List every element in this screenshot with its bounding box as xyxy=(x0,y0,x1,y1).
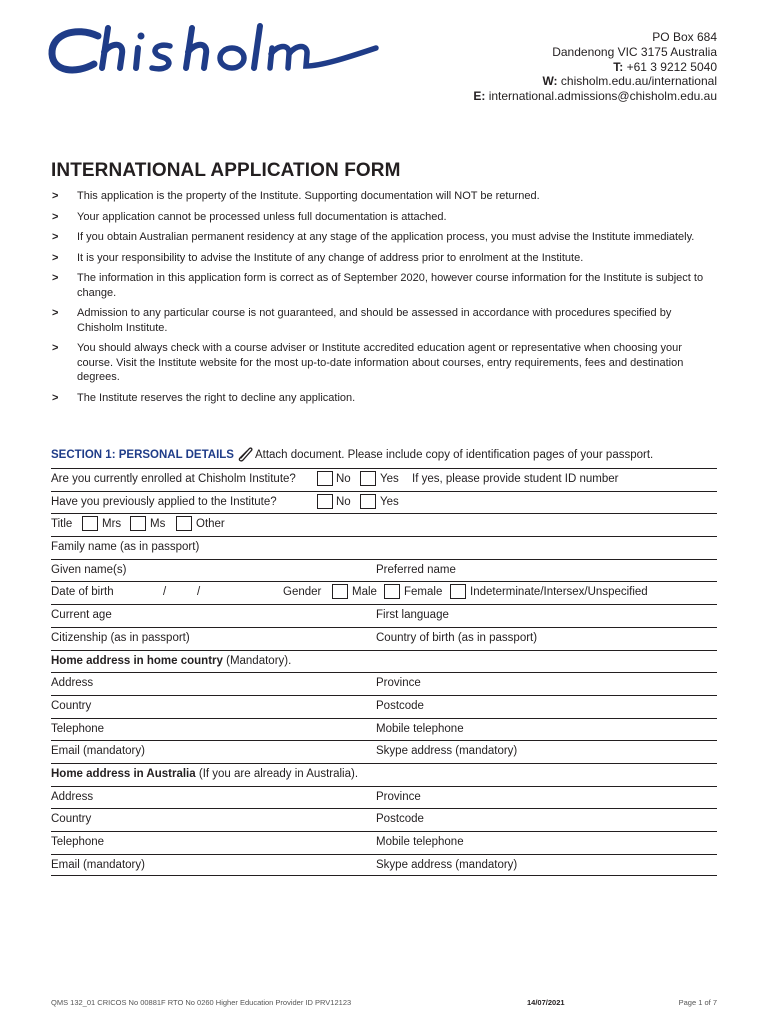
bullet-text: It is your responsibility to advise the Institute of any change of address prior to enrolment at the Institute. xyxy=(77,251,584,264)
bullet-marker: > xyxy=(52,231,59,243)
enrolled-yes-checkbox[interactable] xyxy=(360,471,376,486)
family-name-row[interactable] xyxy=(51,536,717,559)
aus-country-label: Country xyxy=(51,813,92,826)
ms-checkbox[interactable] xyxy=(130,516,146,531)
phone-number: +61 3 9212 5040 xyxy=(626,59,717,74)
list-item xyxy=(51,230,719,245)
home-address-label: Address xyxy=(51,677,94,690)
footer-date: 14/07/2021 xyxy=(527,998,565,1007)
form-title: INTERNATIONAL APPLICATION FORM xyxy=(51,160,401,181)
aus-telephone-label: Telephone xyxy=(51,836,105,848)
bullet-text: The information in this application form is correct as of September 2020, however course information for the Institute is subject to change. xyxy=(77,272,704,299)
list-item xyxy=(51,210,719,225)
bullet-marker: > xyxy=(52,342,59,354)
aus-province-label: Province xyxy=(376,790,421,803)
bullet-marker: > xyxy=(52,307,59,319)
applied-no-checkbox[interactable] xyxy=(317,494,333,509)
aus-country-row[interactable] xyxy=(51,808,717,831)
section-1-header xyxy=(51,446,717,463)
title-row xyxy=(51,513,717,536)
home-country-heading xyxy=(51,655,291,667)
aus-email-row[interactable] xyxy=(51,854,717,877)
list-item xyxy=(51,391,719,406)
aus-mobile-label: Mobile telephone xyxy=(376,836,464,848)
applied-yes-checkbox[interactable] xyxy=(360,494,376,509)
list-item xyxy=(51,271,719,300)
indeterminate-checkbox[interactable] xyxy=(450,584,466,599)
dob-slash-2: / xyxy=(197,586,201,599)
dob-label: Date of birth xyxy=(51,586,114,599)
bullet-marker: > xyxy=(52,190,59,202)
enrolled-row xyxy=(51,468,717,491)
home-country-row[interactable] xyxy=(51,695,717,718)
enrolled-no-checkbox[interactable] xyxy=(317,471,333,486)
bullet-marker: > xyxy=(52,251,59,264)
applied-yes-label: Yes xyxy=(380,495,399,508)
list-item xyxy=(51,251,719,266)
indeterminate-label: Indeterminate/Intersex/Unspecified xyxy=(470,586,648,599)
home-email-label: Email (mandatory) xyxy=(51,745,145,758)
home-email-row[interactable] xyxy=(51,740,717,763)
female-label: Female xyxy=(404,586,443,599)
web-line xyxy=(473,74,717,89)
ms-label: Ms xyxy=(150,518,166,531)
country-of-birth-label: Country of birth (as in passport) xyxy=(376,631,538,644)
footer-codes: QMS 132_01 CRICOS No 00881F RTO No 0260 Higher Education Provider ID PRV12123 xyxy=(51,998,352,1007)
address-line: Dandenong VIC 3175 Australia xyxy=(552,44,717,59)
bullet-text: If you obtain Australian permanent residency at any stage of the application process, you must advise the Institute immediately. xyxy=(77,231,695,243)
aus-email-label: Email (mandatory) xyxy=(51,858,145,871)
enrolled-question: Are you currently enrolled at Chisholm Institute? xyxy=(51,473,296,485)
home-country-heading-row xyxy=(51,650,717,673)
home-address-row[interactable] xyxy=(51,672,717,695)
po-box: PO Box 684 xyxy=(652,30,717,44)
home-telephone-row[interactable] xyxy=(51,718,717,741)
family-name-label: Family name (as in passport) xyxy=(51,541,200,554)
home-skype-label: Skype address (mandatory) xyxy=(376,745,518,758)
bullet-text: The Institute reserves the right to decline any application. xyxy=(77,391,356,404)
given-name-row[interactable] xyxy=(51,559,717,582)
mrs-checkbox[interactable] xyxy=(82,516,98,531)
aus-heading xyxy=(51,768,358,780)
email-line xyxy=(473,89,717,104)
given-names-label: Given name(s) xyxy=(51,563,127,576)
bullet-text: This application is the property of the Institute. Supporting documentation will NOT be returned. xyxy=(77,190,540,202)
aus-address-label: Address xyxy=(51,790,94,803)
bullet-marker: > xyxy=(52,391,59,404)
first-language-label: First language xyxy=(376,609,449,622)
web-link[interactable]: chisholm.edu.au/international xyxy=(560,74,717,89)
other-checkbox[interactable] xyxy=(176,516,192,531)
chisholm-logo xyxy=(46,22,381,80)
title-label: Title xyxy=(51,518,73,531)
home-mobile-label: Mobile telephone xyxy=(376,722,464,735)
enrolled-yes-label: Yes xyxy=(380,473,399,485)
dob-gender-row xyxy=(51,581,717,604)
aus-postcode-label: Postcode xyxy=(376,813,424,826)
bullet-text: Your application cannot be processed unless full documentation is attached. xyxy=(77,210,447,223)
other-label: Other xyxy=(196,518,225,531)
home-country-label: Country xyxy=(51,699,92,712)
male-checkbox[interactable] xyxy=(332,584,348,599)
email-link[interactable]: international.admissions@chisholm.edu.au xyxy=(488,89,717,104)
applied-question: Have you previously applied to the Institute? xyxy=(51,495,277,508)
phone-line xyxy=(473,60,717,75)
applied-no-label: No xyxy=(336,495,351,508)
home-postcode-label: Postcode xyxy=(376,699,424,712)
home-country-heading-text: Home address in home country xyxy=(51,654,223,667)
list-item xyxy=(51,341,719,385)
list-item xyxy=(51,189,719,204)
bullet-text: Admission to any particular course is not guaranteed, and should be assessed in accordance with procedures specified by Chisholm Institute. xyxy=(77,307,672,334)
bullet-marker: > xyxy=(52,272,59,284)
footer-page-number: Page 1 of 7 xyxy=(678,998,717,1007)
aus-telephone-row[interactable] xyxy=(51,831,717,854)
citizenship-label: Citizenship (as in passport) xyxy=(51,631,190,644)
home-telephone-label: Telephone xyxy=(51,722,105,735)
female-checkbox[interactable] xyxy=(384,584,400,599)
gender-label: Gender xyxy=(283,586,322,599)
student-id-note: If yes, please provide student ID number xyxy=(412,473,619,485)
aus-note: (If you are already in Australia). xyxy=(198,767,359,780)
section-title: SECTION 1: PERSONAL DETAILS xyxy=(51,449,234,461)
preferred-name-label: Preferred name xyxy=(376,563,456,576)
phone-label: T: xyxy=(613,59,624,74)
instructions-list xyxy=(51,189,719,411)
web-label: W: xyxy=(542,74,558,89)
list-item xyxy=(51,306,719,335)
contact-block xyxy=(473,30,717,104)
email-label: E: xyxy=(473,89,486,104)
dob-slash-1: / xyxy=(163,586,167,599)
enrolled-no-label: No xyxy=(336,473,351,485)
home-province-label: Province xyxy=(376,677,421,690)
applied-row xyxy=(51,491,717,514)
age-language-row[interactable] xyxy=(51,604,717,627)
aus-skype-label: Skype address (mandatory) xyxy=(376,858,518,871)
male-label: Male xyxy=(352,586,377,599)
current-age-label: Current age xyxy=(51,609,112,622)
mrs-label: Mrs xyxy=(102,518,122,531)
personal-details-form xyxy=(51,468,717,876)
aus-address-row[interactable] xyxy=(51,786,717,809)
citizenship-row[interactable] xyxy=(51,627,717,650)
aus-heading-row xyxy=(51,763,717,786)
aus-heading-text: Home address in Australia xyxy=(51,767,196,780)
attach-note: Attach document. Please include copy of identification pages of your passport. xyxy=(254,449,654,461)
bullet-text: You should always check with a course adviser or Institute accredited education agent or representative when choosing your course. Visit the Institute website for the most up-to-date information about courses, entry requirements, fees and destination degrees. xyxy=(77,342,684,383)
paperclip-icon xyxy=(236,446,254,462)
home-country-note: (Mandatory). xyxy=(226,654,292,667)
bullet-marker: > xyxy=(52,210,59,223)
